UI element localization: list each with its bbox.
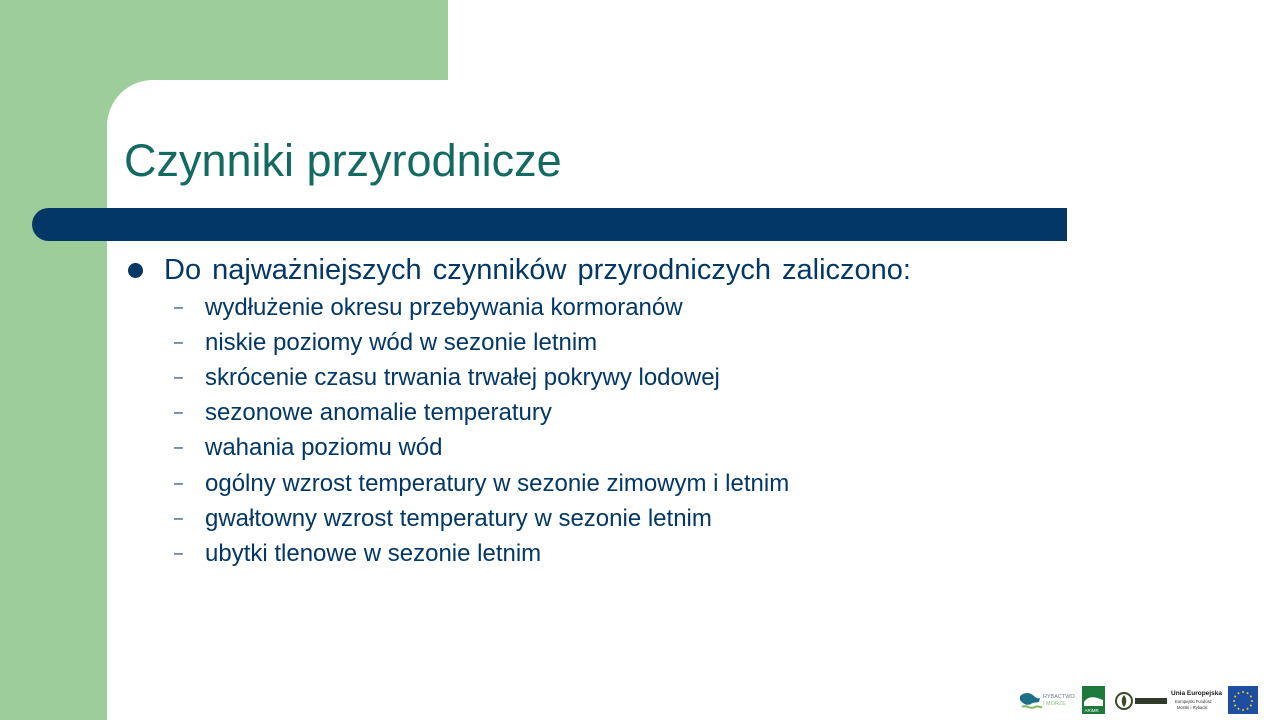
sub-bullet-text: ubytki tlenowe w sezonie letnim [205,539,542,567]
ministry-bar [1135,698,1167,704]
sub-bullet-text: niskie poziomy wód w sezonie letnim [205,328,598,356]
white-background-top [448,0,1280,80]
arimr-logo-text: ARiMR [1084,708,1099,713]
eu-logo-title: Unia Europejska [1171,690,1222,697]
main-bullet [128,250,911,290]
rybactwo-logo-line1: RYBACTWO [1043,694,1075,700]
sub-bullet-item [174,431,789,466]
ministry-logo [1116,693,1167,709]
dash-icon: – [174,368,183,386]
title-underline-bar [32,208,1067,241]
sub-bullet-item [174,501,789,536]
dash-icon: – [174,474,183,492]
wave-icon [1022,706,1042,708]
sub-bullet-item [174,466,789,501]
dash-icon: – [174,404,183,422]
eu-logo-line1: Europejski Fundusz [1175,699,1212,704]
dash-icon: – [174,439,183,457]
sub-bullet-text: sezonowe anomalie temperatury [205,399,552,427]
sub-bullet-item [174,290,789,325]
sub-bullet-text: wydłużenie okresu przebywania kormoranów [205,293,683,321]
sub-bullet-text: skrócenie czasu trwania trwałej pokrywy lodowej [205,363,720,391]
sub-bullet-text: gwałtowny wzrost temperatury w sezonie letnim [205,504,712,532]
rybactwo-logo-line2: I MORZE [1043,701,1066,707]
eu-flag-icon [1228,686,1258,714]
slide-title: Czynniki przyrodnicze [124,135,562,186]
dash-icon: – [174,298,183,316]
sub-bullet-text: ogólny wzrost temperatury w sezonie zimowym i letnim [205,469,790,497]
bullet-dot-icon [128,263,143,278]
sub-bullet-item [174,360,789,395]
eu-text-logo [1171,690,1222,710]
dash-icon: – [174,333,183,351]
sub-bullet-text: wahania poziomu wód [205,434,443,462]
sub-bullet-list [174,290,789,572]
sub-bullet-item [174,325,789,360]
rybactwo-logo [1020,693,1075,708]
arimr-logo [1082,686,1105,714]
dash-icon: – [174,509,183,527]
sub-bullet-item [174,396,789,431]
main-bullet-text: Do najważniejszych czynników przyrodniczych zaliczono: [164,253,911,286]
dash-icon: – [174,544,183,562]
sub-bullet-item [174,536,789,571]
eu-logo-line2: Morski i Rybacki [1177,705,1208,710]
fish-icon [1020,693,1040,705]
footer-logos [1018,684,1260,716]
